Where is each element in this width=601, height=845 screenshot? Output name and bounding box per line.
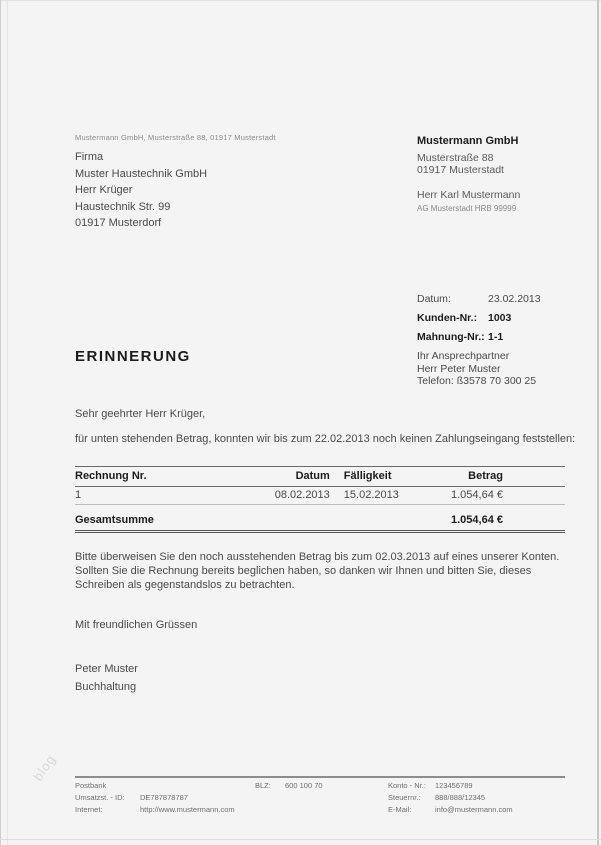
footer-info-block bbox=[75, 781, 575, 817]
signature-name: Peter Muster bbox=[75, 663, 138, 675]
footer-row bbox=[75, 781, 575, 793]
footer-email-label: E-Mail: bbox=[388, 805, 412, 814]
footer-blz-label: BLZ: bbox=[255, 781, 271, 790]
invoice-row bbox=[75, 487, 565, 505]
company-registry: AG Musterstadt HRB 99999 bbox=[417, 204, 517, 213]
footer-row bbox=[75, 805, 575, 817]
footer-row bbox=[75, 793, 575, 805]
footer-konto-value: 123456789 bbox=[435, 781, 473, 790]
header-rechnung-nr: Rechnung Nr. bbox=[75, 467, 222, 487]
header-datum: Datum bbox=[222, 467, 330, 487]
signature-block bbox=[75, 660, 138, 696]
page-edge-top bbox=[0, 0, 601, 1]
meta-kundennr-label: Kunden-Nr.: bbox=[417, 312, 478, 324]
footer-konto-label: Konto - Nr.: bbox=[388, 781, 426, 790]
recipient-line: 01917 Musterdorf bbox=[75, 217, 162, 229]
contact-phone: Telefon: ß3578 70 300 25 bbox=[417, 375, 537, 387]
recipient-line: Herr Krüger bbox=[75, 184, 133, 196]
contact-intro: Ihr Ansprechpartner bbox=[417, 350, 510, 362]
company-city: 01917 Musterstadt bbox=[417, 164, 504, 176]
signature-role: Buchhaltung bbox=[75, 681, 137, 693]
cell-datum: 08.02.2013 bbox=[222, 487, 330, 505]
company-street: Musterstraße 88 bbox=[417, 151, 494, 164]
meta-mahnungnr-label: Mahnung-Nr.: bbox=[417, 331, 485, 343]
invoice-table bbox=[75, 466, 565, 533]
total-value: 1.054,64 € bbox=[428, 505, 565, 532]
intro-paragraph: für unten stehenden Betrag, konnten wir bis zum 22.02.2013 noch keinen Zahlungseingang feststellen: bbox=[75, 433, 576, 445]
salutation: Sehr geehrter Herr Krüger, bbox=[75, 408, 206, 420]
company-address-block bbox=[417, 135, 520, 216]
recipient-line: Muster Haustechnik GmbH bbox=[75, 167, 208, 180]
footer-internet-value: http://www.mustermann.com bbox=[140, 805, 235, 814]
page-edge-bottom bbox=[0, 839, 601, 840]
letter-title: ERINNERUNG bbox=[75, 348, 191, 365]
cell-faelligkeit: 15.02.2013 bbox=[330, 487, 428, 505]
closing-greeting: Mit freundlichen Grüssen bbox=[75, 619, 198, 631]
blog-watermark: blog bbox=[30, 751, 59, 784]
meta-datum-label: Datum: bbox=[417, 293, 451, 305]
footer-blz-value: 600 100 70 bbox=[285, 781, 323, 790]
page-edge-left bbox=[0, 0, 1, 845]
recipient-address-block bbox=[75, 149, 207, 232]
total-label: Gesamtsumme bbox=[75, 505, 222, 532]
contact-name: Herr Peter Muster bbox=[417, 362, 501, 375]
meta-contact-block bbox=[417, 350, 577, 388]
footer-ustid-value: DE787878787 bbox=[140, 793, 188, 802]
invoice-total-row bbox=[75, 505, 565, 532]
invoice-table-header bbox=[75, 467, 565, 487]
recipient-line: Haustechnik Str. 99 bbox=[75, 200, 171, 213]
footer-bank-name: Postbank bbox=[75, 781, 107, 790]
sender-return-address: Mustermann GmbH, Musterstraße 88, 01917 Musterstadt bbox=[75, 133, 276, 142]
footer-steuernr-label: Steuernr.: bbox=[388, 793, 421, 802]
meta-kundennr-value: 1003 bbox=[488, 312, 512, 324]
footer-email-value: info@mustermann.com bbox=[435, 805, 513, 814]
header-betrag: Betrag bbox=[428, 467, 565, 487]
footer-internet-label: Internet: bbox=[75, 805, 103, 814]
meta-kundennr-row bbox=[417, 312, 577, 324]
footer-divider bbox=[75, 776, 565, 778]
meta-datum-value: 23.02.2013 bbox=[488, 293, 541, 305]
cell-betrag: 1.054,64 € bbox=[428, 487, 565, 505]
meta-datum-row bbox=[417, 293, 577, 305]
company-name: Mustermann GmbH bbox=[417, 135, 519, 147]
footer-ustid-label: Umsatzst. - ID: bbox=[75, 793, 125, 802]
meta-mahnungnr-row bbox=[417, 331, 577, 343]
meta-mahnungnr-value: 1-1 bbox=[488, 331, 504, 343]
company-contact: Herr Karl Mustermann bbox=[417, 188, 521, 201]
letter-meta-block bbox=[417, 293, 577, 388]
page-edge-right bbox=[597, 0, 599, 845]
body-paragraph: Bitte überweisen Sie den noch ausstehenden Betrag bis zum 02.03.2013 auf eines unserer Konten. Sollten Sie die Rechnung bereits beglichen haben, so danken wir Ihnen und bitten Sie, dieses Schreiben als gegenstandslos zu betrachten. bbox=[75, 551, 560, 591]
footer-steuernr-value: 888/888/12345 bbox=[435, 793, 486, 802]
cell-rechnung-nr: 1 bbox=[75, 487, 222, 505]
header-faelligkeit: Fälligkeit bbox=[330, 467, 428, 487]
page-edge-left-inner bbox=[7, 0, 8, 845]
recipient-line: Firma bbox=[75, 151, 104, 163]
